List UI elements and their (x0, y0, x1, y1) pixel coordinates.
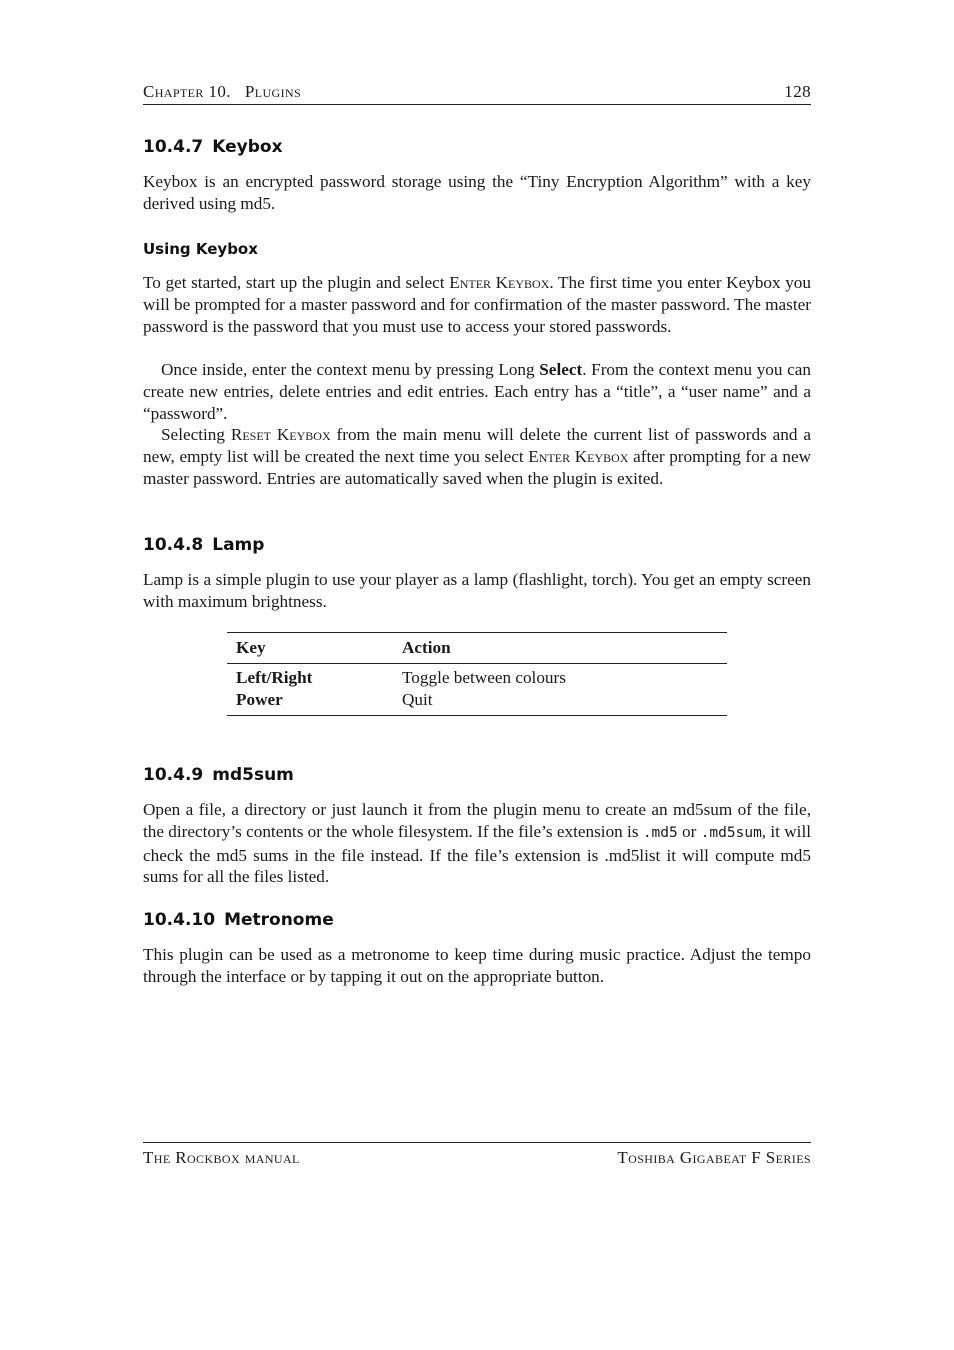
table-cell-action: Toggle between colours (402, 668, 566, 687)
section-title: Metronome (224, 910, 334, 930)
keybox-paragraph-1: To get started, start up the plugin and select Enter Keybox. The first time you enter Keybox you will be prompted for a master password and for confirmation of the master password. The master password is the password that you must use to access your stored passwords. (143, 273, 811, 336)
section-heading-keybox (143, 137, 283, 157)
section-heading-lamp (143, 535, 264, 555)
lamp-keys-table (227, 632, 727, 716)
table-header-action: Action (393, 633, 727, 664)
menu-item-enter-keybox: Enter Keybox (449, 273, 550, 292)
button-name-select: Select (539, 360, 583, 379)
file-extension-md5sum: .md5sum (700, 824, 762, 841)
section-title: Lamp (212, 535, 265, 555)
menu-item-enter-keybox: Enter Keybox (528, 446, 629, 466)
footer-manual-title: The Rockbox manual (143, 1148, 300, 1167)
page-number: 128 (784, 82, 811, 101)
table-row (227, 689, 727, 716)
keybox-paragraph-3: Selecting Reset Keybox from the main menu will delete the current list of passwords and a new, empty list will be created the next time you select Enter Keybox after prompting for a new master password. Entries are automatically saved when the plugin is exited. (143, 425, 811, 488)
table-row (227, 664, 727, 690)
keybox-intro: Keybox is an encrypted password storage using the “Tiny Encryption Algorithm” with a key derived using md5. (143, 172, 811, 213)
section-heading-md5sum (143, 765, 294, 785)
metronome-paragraph: This plugin can be used as a metronome to keep time during music practice. Adjust the tempo through the interface or by tapping it out on the appropriate button. (143, 945, 811, 986)
section-number: 10.4.8 (143, 535, 204, 555)
keybox-paragraph-2: Once inside, enter the context menu by pressing Long Select. From the context menu you can create new entries, delete entries and edit entries. Each entry has a “title”, a “user name” and a “password”. (143, 360, 811, 423)
table-header-key: Key (227, 633, 393, 664)
chapter-title: Chapter 10. Plugins (143, 82, 302, 101)
section-number: 10.4.9 (143, 765, 204, 785)
section-title: Keybox (212, 137, 283, 157)
menu-item-reset-keybox: Reset Keybox (230, 425, 331, 444)
running-footer (143, 1142, 811, 1167)
manual-page (143, 0, 811, 1350)
subsection-heading-using-keybox: Using Keybox (143, 240, 258, 258)
table-cell-action: Quit (402, 690, 433, 709)
footer-device-name: Toshiba Gigabeat F Series (617, 1148, 811, 1167)
md5sum-paragraph: Open a file, a directory or just launch it from the plugin menu to create an md5sum of the file, the directory’s contents or the whole filesystem. If the file’s extension is .md5 or .md5sum, it will check the md5 sums in the file instead. If the file’s extension is .md5list it will compute md5 sums for all the files listed. (143, 800, 811, 887)
section-heading-metronome (143, 910, 334, 930)
file-extension-md5: .md5 (642, 824, 678, 841)
section-title: md5sum (212, 765, 294, 785)
table-cell-key: Power (236, 690, 283, 709)
lamp-intro: Lamp is a simple plugin to use your player as a lamp (flashlight, torch). You get an empty screen with maximum brightness. (143, 570, 811, 611)
running-header (143, 82, 811, 105)
section-number: 10.4.7 (143, 137, 204, 157)
table-cell-key: Left/Right (236, 668, 313, 687)
section-number: 10.4.10 (143, 910, 216, 930)
